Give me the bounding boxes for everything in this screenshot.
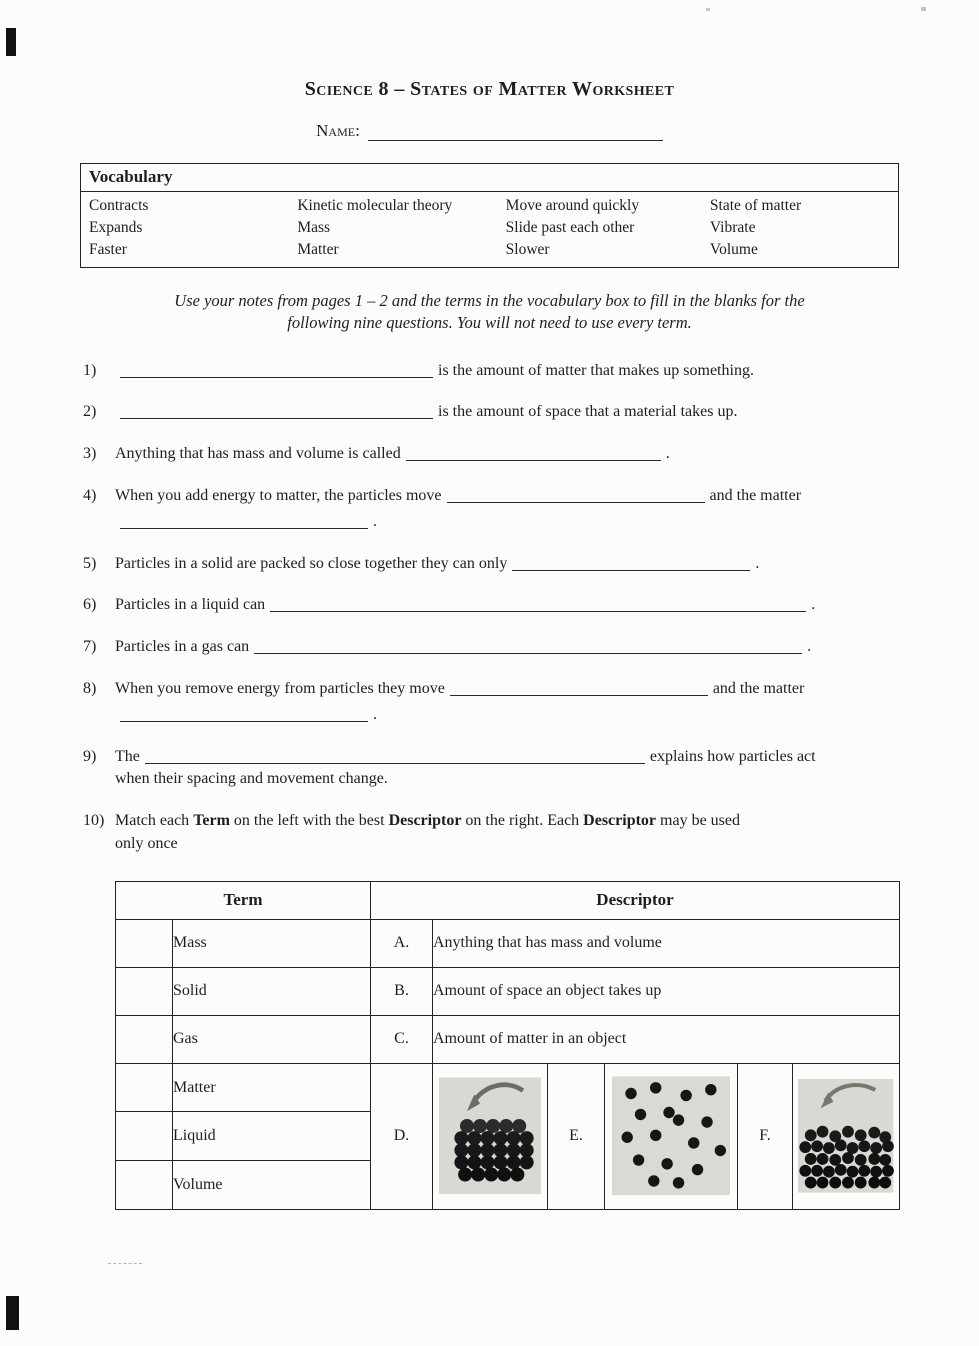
question-text: [115, 595, 909, 616]
answer-cell: [116, 1015, 173, 1063]
vocab-term: Faster: [89, 241, 127, 258]
answer-cell: [116, 1161, 173, 1210]
question-8: [83, 679, 909, 726]
vocab-term: Move around quickly: [505, 197, 640, 214]
answer-blank: [450, 679, 708, 696]
term-cell: Liquid: [173, 1112, 371, 1161]
question-text-segment: may be used: [656, 812, 741, 830]
question-text-segment: when their spacing and movement change.: [115, 770, 388, 788]
term-cell: Gas: [173, 1015, 371, 1063]
question-bold-term: Descriptor: [583, 812, 657, 830]
descriptor-letter: B.: [371, 967, 433, 1015]
vocab-term: State of matter: [709, 197, 802, 214]
question-number: 10): [83, 812, 105, 830]
question-text: [115, 679, 909, 726]
instructions: [0, 290, 979, 335]
answer-cell: [116, 1063, 173, 1112]
scan-artifact: [6, 1296, 19, 1330]
question-text: [115, 811, 909, 855]
table-row: [116, 919, 900, 967]
question-5: [83, 554, 909, 575]
question-1: [83, 361, 909, 382]
descriptor-text: Amount of space an object takes up: [433, 967, 900, 1015]
term-cell: Volume: [173, 1161, 371, 1210]
question-6: [83, 595, 909, 616]
question-text-segment: Match each: [115, 812, 194, 830]
question-4: [83, 486, 909, 533]
question-text-segment: .: [373, 705, 377, 723]
question-number: 5): [83, 554, 97, 572]
vocab-term: Slower: [505, 241, 550, 258]
term-cell: Matter: [173, 1063, 371, 1112]
vocab-term: Contracts: [89, 197, 149, 214]
question-text-segment: and the matter: [712, 679, 805, 697]
question-number: 3): [83, 445, 97, 463]
question-bold-term: Descriptor: [388, 812, 462, 830]
answer-blank: [254, 637, 802, 654]
question-text-segment: .: [373, 512, 377, 530]
question-number: 1): [83, 361, 97, 379]
question-10: [83, 811, 909, 855]
vocab-term: Volume: [709, 241, 758, 258]
answer-blank: [120, 705, 368, 722]
solid-particles-image: [432, 1064, 547, 1209]
question-text: [115, 402, 909, 423]
question-text-segment: Particles in a solid are packed so close together they can only: [115, 554, 508, 572]
instructions-line2: following nine questions. You will not need to use every term.: [287, 313, 692, 333]
question-text: [115, 361, 909, 382]
term-cell: Solid: [173, 967, 371, 1015]
scan-artifact: [108, 1263, 142, 1264]
question-text: [115, 444, 909, 465]
question-text-segment: The: [115, 747, 140, 765]
question-line2: [115, 512, 909, 533]
answer-blank: [512, 554, 750, 571]
question-text-segment: on the right. Each: [461, 812, 584, 830]
vocabulary-box: [80, 163, 899, 268]
question-text-segment: When you add energy to matter, the particles move: [115, 486, 442, 504]
answer-blank: [120, 402, 433, 419]
vocab-term: Slide past each other: [505, 219, 635, 236]
term-column-header: Term: [116, 881, 371, 919]
question-text: [115, 486, 909, 533]
question-text-segment: .: [811, 596, 816, 614]
question-text-segment: Anything that has mass and volume is called: [115, 445, 401, 463]
question-text: [115, 554, 909, 575]
answer-blank: [120, 361, 433, 378]
answer-blank: [145, 747, 645, 764]
question-bold-term: Term: [193, 812, 230, 830]
scan-artifact: [6, 28, 16, 56]
question-line2: [115, 769, 909, 790]
question-text-segment: and the matter: [709, 486, 802, 504]
question-number: 4): [83, 486, 97, 504]
question-text-segment: on the left with the best: [229, 812, 389, 830]
image-option-letter: F.: [737, 1064, 792, 1209]
instructions-line1: Use your notes from pages 1 – 2 and the terms in the vocabulary box to fill in the blanks for the: [174, 291, 805, 310]
question-line2: [115, 705, 909, 726]
vocab-term: Expands: [89, 219, 143, 236]
question-text-segment: .: [807, 638, 812, 656]
image-options-row: [371, 1064, 899, 1209]
answer-cell: [116, 967, 173, 1015]
question-number: 7): [83, 638, 97, 656]
answer-blank: [406, 444, 661, 461]
question-9: [83, 747, 909, 791]
question-7: [83, 637, 909, 658]
descriptor-column-header: Descriptor: [371, 881, 900, 919]
question-number: 9): [83, 747, 97, 765]
vocab-term: Vibrate: [709, 219, 756, 236]
answer-blank: [447, 486, 705, 503]
answer-blank: [270, 595, 806, 612]
vocab-term: Matter: [297, 241, 339, 258]
descriptor-letter: C.: [371, 1015, 433, 1063]
image-option-letter: D.: [393, 1127, 410, 1145]
question-text-segment: Particles in a liquid can: [115, 596, 266, 614]
question-text-segment: .: [665, 445, 670, 463]
scan-artifact: [706, 8, 710, 11]
table-row: [116, 1015, 900, 1063]
vocabulary-terms: [81, 192, 898, 267]
scan-artifact: [921, 7, 926, 11]
descriptor-text: Amount of matter in an object: [433, 1015, 900, 1063]
vocabulary-header: Vocabulary: [81, 164, 898, 192]
question-number: 8): [83, 679, 97, 697]
name-label: Name:: [316, 121, 360, 140]
answer-blank: [120, 512, 368, 529]
question-text-segment: Particles in a gas can: [115, 638, 250, 656]
question-list: [83, 361, 909, 855]
image-options-cell: [371, 1063, 900, 1209]
question-text-segment: explains how particles act: [649, 747, 816, 765]
question-3: [83, 444, 909, 465]
vocab-term: Kinetic molecular theory: [297, 197, 453, 214]
table-row: [116, 1063, 900, 1112]
liquid-particles-image: [792, 1064, 899, 1209]
question-text: [115, 747, 909, 791]
question-text-segment: .: [755, 554, 760, 572]
answer-cell: [116, 1112, 173, 1161]
question-text-segment: only once: [115, 834, 178, 852]
name-blank: [368, 124, 663, 141]
question-text: [115, 637, 909, 658]
matching-table: [115, 881, 900, 1210]
question-line2: [115, 834, 909, 855]
question-text-segment: When you remove energy from particles they move: [115, 679, 445, 697]
table-row: [116, 967, 900, 1015]
page-title: Science 8 – States of Matter Worksheet: [304, 78, 675, 100]
vocab-term: Mass: [297, 219, 331, 236]
descriptor-letter: A.: [371, 919, 433, 967]
name-row: [0, 121, 979, 141]
question-number: 2): [83, 403, 97, 421]
image-option-letter: E.: [547, 1064, 604, 1209]
question-text-segment: is the amount of space that a material takes up.: [438, 403, 738, 421]
term-cell: Mass: [173, 919, 371, 967]
matching-header-row: [116, 881, 900, 919]
question-text-segment: is the amount of matter that makes up something.: [438, 361, 754, 379]
gas-particles-image: [604, 1064, 737, 1209]
answer-cell: [116, 919, 173, 967]
descriptor-text: Anything that has mass and volume: [433, 919, 900, 967]
question-number: 6): [83, 596, 97, 614]
question-2: [83, 402, 909, 423]
